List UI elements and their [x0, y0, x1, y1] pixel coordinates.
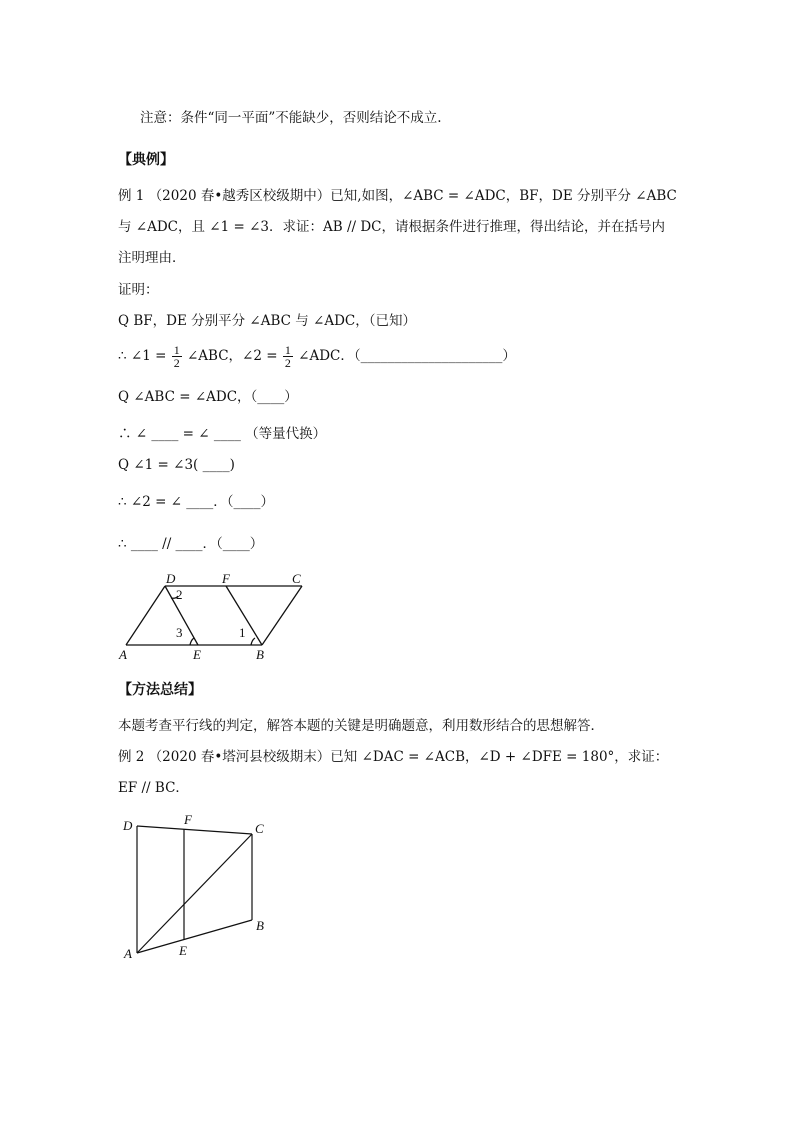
example1-line3: 注明理由． [118, 250, 186, 266]
note-line: 注意：条件“同一平面”不能缺少，否则结论不成立. [140, 110, 442, 126]
angle-arc-2 [171, 596, 178, 598]
segment-ad [126, 586, 165, 645]
label-A: A [124, 946, 132, 961]
section-heading-method: 【方法总结】 [118, 682, 202, 698]
label-A: A [119, 647, 127, 662]
example2-line1: 例 2 （2020 春•塔河县校级期末）已知 ∠DAC = ∠ACB，∠D + ∠DFE = 180°，求证： [118, 749, 669, 765]
angle-label-2: 2 [176, 587, 183, 602]
proof-step1: Q BF，DE 分别平分 ∠ABC 与 ∠ADC，（已知） [118, 313, 417, 329]
label-D: D [166, 571, 176, 586]
proof-step2-suffix: ∠ADC．（_____________________） [298, 348, 516, 364]
segment-fb [226, 586, 262, 645]
segment-ac [137, 834, 252, 953]
proof-step5: Q ∠1 = ∠3( ____) [118, 457, 235, 473]
angle-arc-1 [251, 638, 255, 645]
segment-dc [137, 826, 252, 834]
section-heading-example: 【典例】 [118, 152, 174, 168]
example1-line1: 例 1 （2020 春•越秀区校级期中）已知,如图，∠ABC = ∠ADC，BF，DE 分别平分 ∠ABC [118, 188, 677, 204]
angle-label-3: 3 [176, 625, 183, 640]
fraction-denominator: 2 [173, 356, 180, 370]
example2-line2: EF // BC． [118, 780, 189, 796]
segment-de [165, 586, 198, 645]
label-C: C [292, 571, 301, 586]
label-B: B [256, 918, 264, 933]
label-B: B [256, 647, 264, 662]
proof-step6: ∴ ∠2 = ∠ ____．（____） [118, 494, 275, 510]
fraction-numerator: 1 [173, 343, 180, 357]
fraction-half-2 [283, 344, 293, 369]
label-C: C [255, 821, 264, 836]
proof-step3: Q ∠ABC = ∠ADC，（____） [118, 389, 298, 405]
fraction-denominator: 2 [284, 356, 291, 370]
fraction-half-1 [172, 344, 182, 369]
method-summary: 本题考查平行线的判定，解答本题的关键是明确题意，利用数形结合的思想解答． [118, 718, 604, 734]
segment-bc [262, 586, 302, 645]
label-F: F [222, 571, 230, 586]
proof-step2 [118, 344, 516, 369]
label-F: F [184, 812, 192, 827]
angle-label-1: 1 [239, 625, 246, 640]
proof-label: 证明： [118, 282, 159, 298]
proof-step2-prefix: ∴ ∠1 = [118, 348, 167, 364]
label-E: E [193, 647, 201, 662]
proof-step2-mid: ∠ABC，∠2 = [186, 348, 278, 364]
example1-line2: 与 ∠ADC，且 ∠1 = ∠3．求证：AB // DC，请根据条件进行推理，得出结论，并在括号内 [118, 219, 665, 235]
proof-step4: ∴ ∠ ____ = ∠ ____ （等量代换） [118, 426, 327, 442]
proof-step7: ∴ ____ // ____．（____） [118, 536, 264, 552]
label-E: E [179, 943, 187, 958]
label-D: D [123, 818, 133, 833]
segment-ab [137, 920, 252, 953]
fraction-numerator: 1 [284, 343, 291, 357]
angle-arc-3 [190, 638, 194, 645]
